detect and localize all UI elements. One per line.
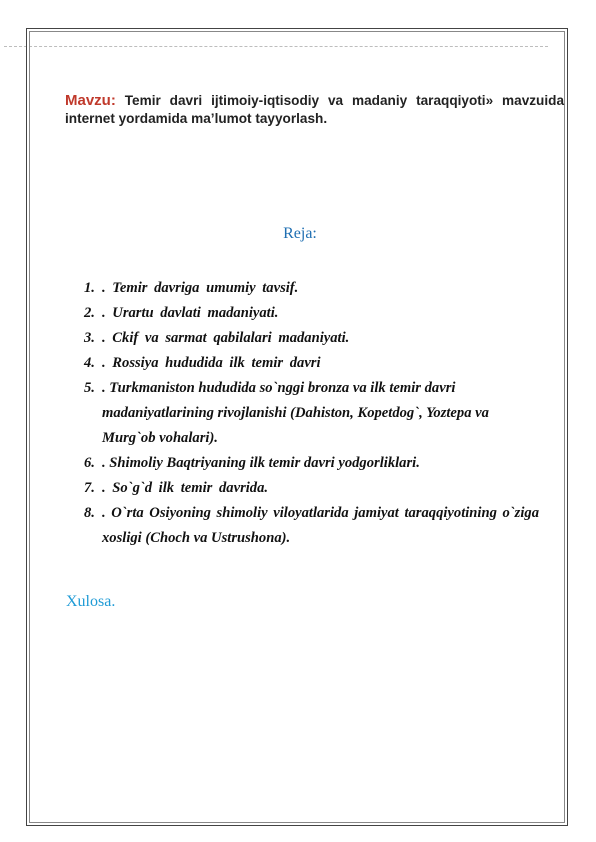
plan-item-text: . So`g`d ilk temir davrida. [102, 480, 269, 496]
plan-item-number: 6. [84, 455, 95, 471]
plan-item [84, 476, 539, 501]
plan-item-number: 2. [84, 305, 95, 321]
plan-item [84, 451, 539, 476]
plan-item-text: . Urartu davlati madaniyati. [102, 305, 279, 321]
topic-text: Temir davri ijtimoiy-iqtisodiy va madaniy taraqqiyoti» mavzuida internet yordamida ma’lumot tayyorlash. [65, 93, 564, 126]
plan-item [84, 376, 539, 451]
plan-item [84, 276, 539, 301]
plan-item-number: 3. [84, 330, 95, 346]
plan-item-text: . Ckif va sarmat qabilalari madaniyati. [102, 330, 350, 346]
plan-item-text: . Shimoliy Baqtriyaning ilk temir davri yodgorliklari. [102, 455, 420, 471]
conclusion-heading: Xulosa. [66, 593, 116, 610]
plan-item-text: . Turkmaniston hududida so`nggi bronza va ilk temir davri madaniyatlarining rivojlanishi (Dahiston, Kopetdog`, Yoztepa va Murg`ob vohalari). [102, 380, 489, 446]
plan-list [84, 276, 539, 551]
plan-item [84, 326, 539, 351]
plan-item-number: 4. [84, 355, 95, 371]
plan-item [84, 351, 539, 376]
plan-title: Reja: [283, 225, 317, 242]
plan-item-number: 1. [84, 280, 95, 296]
plan-item [84, 501, 539, 551]
plan-item-number: 5. [84, 380, 95, 396]
plan-item-number: 7. [84, 480, 95, 496]
topic-paragraph [65, 92, 564, 128]
topic-label: Mavzu: [65, 92, 116, 109]
plan-item [84, 301, 539, 326]
plan-item-text: . Rossiya hududida ilk temir davri [102, 355, 321, 371]
plan-item-text: . Temir davriga umumiy tavsif. [102, 280, 299, 296]
plan-item-number: 8. [84, 505, 95, 521]
plan-item-text: . O`rta Osiyoning shimoliy viloyatlarida jamiyat taraqqiyotining o`ziga xosligi (Choch va Ustrushona). [102, 505, 539, 546]
